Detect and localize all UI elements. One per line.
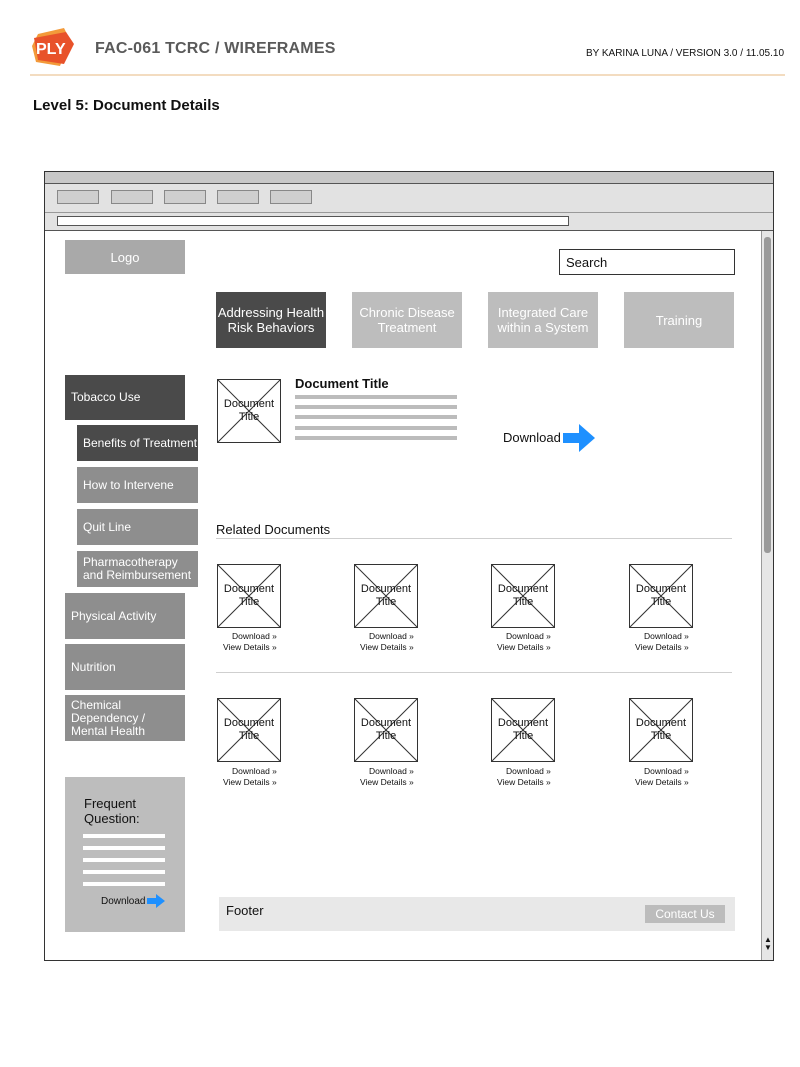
- related-thumbnail-label: Document Title: [497, 717, 549, 742]
- sidebar-item-tobacco-use[interactable]: Tobacco Use: [65, 375, 185, 420]
- download-arrow-icon[interactable]: [563, 424, 595, 452]
- tab-chronic-disease[interactable]: Chronic Disease Treatment: [352, 292, 462, 348]
- site-logo[interactable]: Logo: [65, 240, 185, 274]
- related-divider: [216, 538, 732, 539]
- scroll-arrows-icon[interactable]: ▲ ▼: [764, 935, 772, 952]
- related-download-link[interactable]: Download »: [232, 766, 277, 776]
- description-line: [295, 436, 457, 440]
- related-thumbnail-label: Document Title: [223, 583, 275, 608]
- download-button[interactable]: Download: [503, 430, 561, 445]
- header-divider: [30, 74, 785, 76]
- footer: [219, 897, 735, 931]
- toolbar-button-1[interactable]: [57, 190, 99, 204]
- related-view-details-link[interactable]: View Details »: [497, 642, 551, 652]
- sidebar-item-physical-activity[interactable]: Physical Activity: [65, 593, 185, 639]
- address-bar-row: [45, 213, 773, 231]
- faq-text-line: [83, 834, 165, 838]
- faq-text-line: [83, 846, 165, 850]
- related-document-thumbnail[interactable]: [217, 698, 281, 762]
- related-document-thumbnail[interactable]: [217, 564, 281, 628]
- related-document-thumbnail[interactable]: [354, 698, 418, 762]
- related-thumbnail-label: Document Title: [360, 583, 412, 608]
- sidebar-subitem-quit-line[interactable]: Quit Line: [77, 509, 198, 545]
- related-view-details-link[interactable]: View Details »: [635, 642, 689, 652]
- address-bar[interactable]: [57, 216, 569, 226]
- search-input[interactable]: Search: [559, 249, 735, 275]
- level-title: Level 5: Document Details: [33, 97, 220, 114]
- faq-text-line: [83, 882, 165, 886]
- related-thumbnail-label: Document Title: [223, 717, 275, 742]
- related-view-details-link[interactable]: View Details »: [360, 777, 414, 787]
- faq-panel: [65, 777, 185, 932]
- related-documents-heading: Related Documents: [216, 522, 331, 537]
- related-download-link[interactable]: Download »: [506, 766, 551, 776]
- ply-logo-text: PLY: [36, 41, 66, 58]
- description-line: [295, 415, 457, 419]
- toolbar-button-3[interactable]: [164, 190, 206, 204]
- sidebar-item-nutrition[interactable]: Nutrition: [65, 644, 185, 690]
- description-line: [295, 426, 457, 430]
- related-row-divider: [216, 672, 732, 673]
- sidebar-subitem-how-to-intervene[interactable]: How to Intervene: [77, 467, 198, 503]
- related-document-thumbnail[interactable]: [491, 564, 555, 628]
- related-view-details-link[interactable]: View Details »: [360, 642, 414, 652]
- ply-logo: [30, 26, 86, 68]
- related-document-thumbnail[interactable]: [491, 698, 555, 762]
- faq-download-link[interactable]: Download: [101, 896, 146, 907]
- related-thumbnail-label: Document Title: [635, 717, 687, 742]
- related-thumbnail-label: Document Title: [497, 583, 549, 608]
- tab-integrated-care[interactable]: Integrated Care within a System: [488, 292, 598, 348]
- related-view-details-link[interactable]: View Details »: [223, 777, 277, 787]
- faq-download-arrow-icon[interactable]: [147, 894, 165, 908]
- window-titlebar: [45, 172, 773, 184]
- sidebar-item-chemical-dependency[interactable]: Chemical Dependency / Mental Health: [65, 695, 185, 741]
- browser-toolbar: [45, 184, 773, 213]
- document-thumbnail-label: Document Title: [223, 398, 275, 423]
- tab-addressing-health-risk[interactable]: Addressing Health Risk Behaviors: [216, 292, 326, 348]
- related-download-link[interactable]: Download »: [506, 631, 551, 641]
- byline: BY KARINA LUNA / VERSION 3.0 / 11.05.10: [585, 48, 784, 59]
- sidebar-subitem-pharmacotherapy[interactable]: Pharmacotherapy and Reimbursement: [77, 551, 198, 587]
- description-line: [295, 405, 457, 409]
- related-view-details-link[interactable]: View Details »: [497, 777, 551, 787]
- related-view-details-link[interactable]: View Details »: [223, 642, 277, 652]
- related-view-details-link[interactable]: View Details »: [635, 777, 689, 787]
- related-download-link[interactable]: Download »: [644, 631, 689, 641]
- scrollbar-thumb[interactable]: [764, 237, 771, 553]
- tab-training[interactable]: Training: [624, 292, 734, 348]
- toolbar-button-5[interactable]: [270, 190, 312, 204]
- footer-label: Footer: [226, 903, 264, 918]
- browser-window: [44, 171, 774, 961]
- contact-us-button[interactable]: Contact Us: [645, 905, 725, 923]
- faq-title: Frequent Question:: [84, 796, 140, 826]
- related-document-thumbnail[interactable]: [629, 564, 693, 628]
- vertical-scrollbar[interactable]: [761, 231, 773, 960]
- faq-text-line: [83, 858, 165, 862]
- faq-text-line: [83, 870, 165, 874]
- wireframe-title: FAC-061 TCRC / WIREFRAMES: [95, 40, 336, 57]
- related-download-link[interactable]: Download »: [232, 631, 277, 641]
- related-thumbnail-label: Document Title: [635, 583, 687, 608]
- related-document-thumbnail[interactable]: [629, 698, 693, 762]
- related-download-link[interactable]: Download »: [644, 766, 689, 776]
- sidebar-subitem-benefits[interactable]: Benefits of Treatment: [77, 425, 198, 461]
- related-download-link[interactable]: Download »: [369, 766, 414, 776]
- toolbar-button-2[interactable]: [111, 190, 153, 204]
- related-download-link[interactable]: Download »: [369, 631, 414, 641]
- related-thumbnail-label: Document Title: [360, 717, 412, 742]
- document-title: Document Title: [295, 376, 389, 391]
- related-document-thumbnail[interactable]: [354, 564, 418, 628]
- document-thumbnail[interactable]: [217, 379, 281, 443]
- description-line: [295, 395, 457, 399]
- toolbar-button-4[interactable]: [217, 190, 259, 204]
